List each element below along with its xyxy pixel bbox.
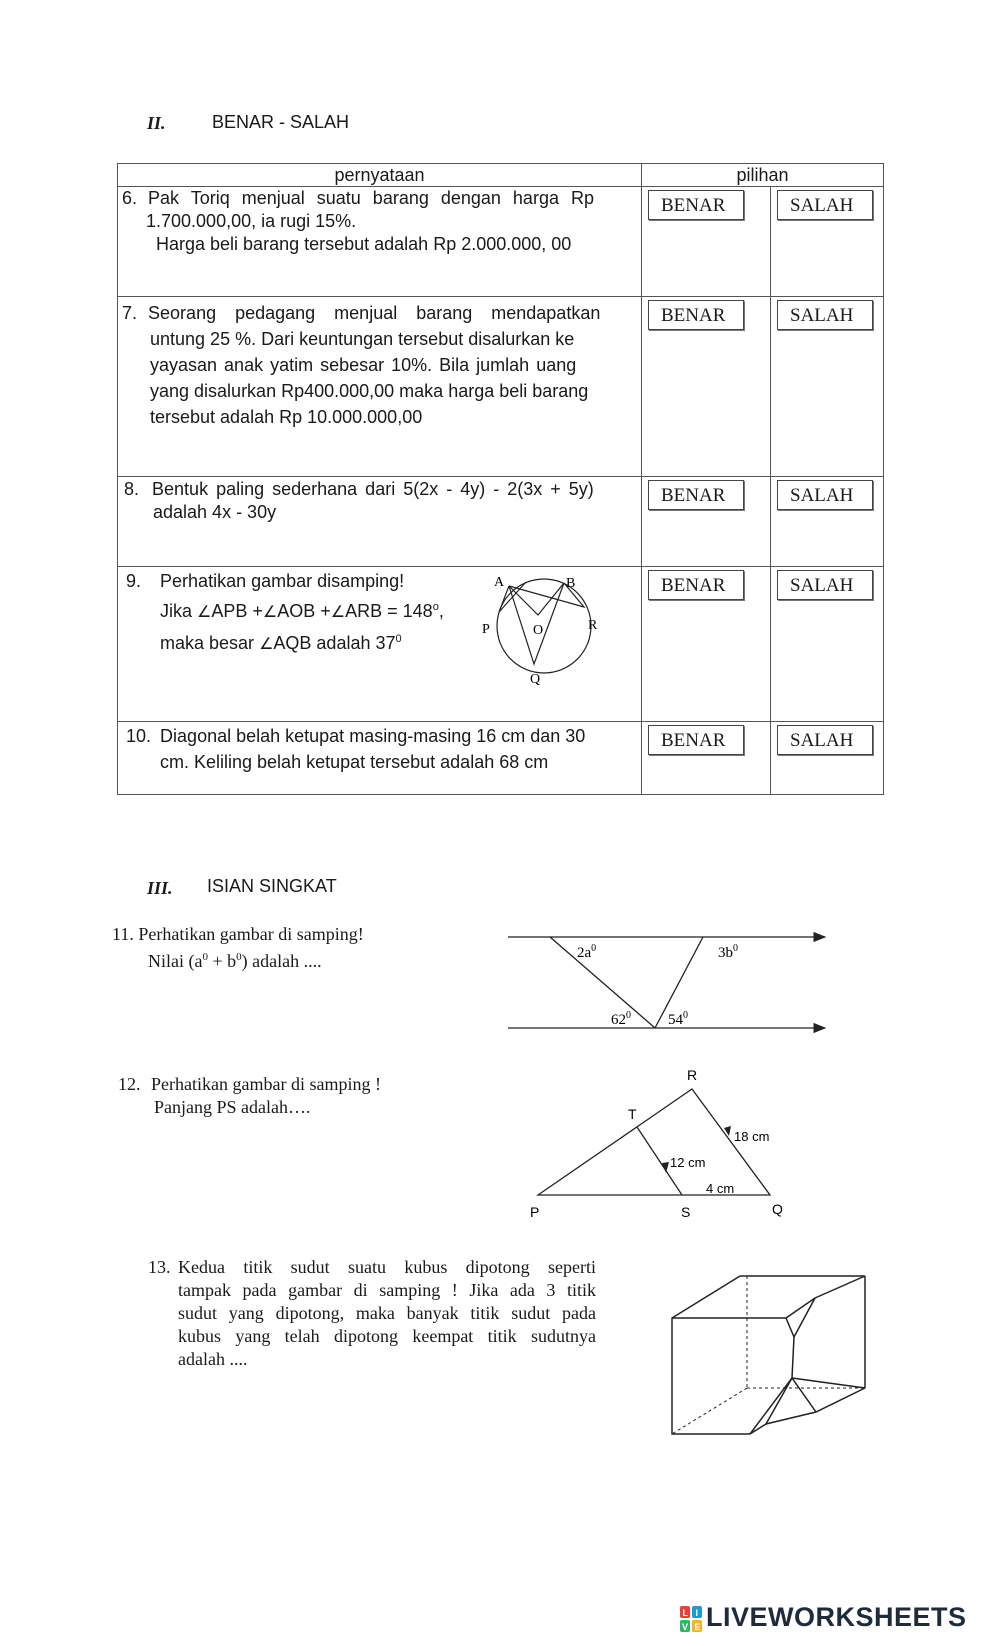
q9-maka: maka besar xyxy=(160,633,255,653)
q11-line: 11. Perhatikan gambar di samping! xyxy=(112,924,364,944)
q9-line: Perhatikan gambar disamping! xyxy=(160,571,405,591)
svg-text:L: L xyxy=(682,1608,688,1618)
angle-icon: ∠ xyxy=(259,636,274,653)
visible-edges xyxy=(672,1276,865,1434)
q9-aqb: AQB adalah 37 xyxy=(273,633,396,653)
header-statement: pernyataan xyxy=(118,164,642,187)
q10-salah-button[interactable]: SALAH xyxy=(777,725,873,755)
q12-line: Perhatikan gambar di samping ! xyxy=(151,1074,381,1094)
q10-benar-button[interactable]: BENAR xyxy=(648,725,744,755)
q6-line: 1.700.000,00, ia rugi 15%. xyxy=(146,211,357,231)
label-18cm: 18 cm xyxy=(734,1129,770,1144)
label-p: P xyxy=(482,622,490,637)
table-row xyxy=(118,297,884,477)
label-12cm: 12 cm xyxy=(670,1155,706,1170)
q11-sup: 0 xyxy=(236,951,242,963)
circle-figure xyxy=(478,569,618,689)
q11-nilai-part: Nilai (a xyxy=(148,951,203,971)
q12-line: Panjang PS adalah…. xyxy=(154,1097,311,1117)
label-s: S xyxy=(681,1204,691,1220)
svg-text:V: V xyxy=(682,1622,689,1632)
label-2a: $2a^0$ xyxy=(577,943,597,961)
q7-text xyxy=(122,300,633,430)
q9-degree: o xyxy=(432,601,439,613)
q11-nilai-part: ) adalah .... xyxy=(241,951,322,971)
q10-line: cm. Keliling belah ketupat tersebut adalah 68 cm xyxy=(160,752,549,772)
label-a: A xyxy=(494,575,505,590)
header-choice: pilihan xyxy=(642,164,884,187)
q7-line: yayasan anak yatim sebesar 10%. Bila jumlah uang xyxy=(150,355,577,375)
q8-text xyxy=(122,478,633,524)
svg-text:I: I xyxy=(695,1608,699,1618)
q8-number: 8. xyxy=(124,479,140,499)
q8-benar-button[interactable]: BENAR xyxy=(648,480,744,510)
q7-line: untung 25 %. Dari keuntungan tersebut disalurkan ke xyxy=(150,329,575,349)
q10-text xyxy=(126,723,633,775)
label-b: B xyxy=(566,576,576,591)
q13-line: sudut yang dipotong, maka banyak titik sudut pada xyxy=(178,1303,596,1323)
label-q: Q xyxy=(772,1201,783,1217)
liveworksheets-wordmark: LIVEWORKSHEETS xyxy=(706,1602,967,1632)
q13-line: Kedua titik sudut suatu kubus dipotong seperti xyxy=(178,1257,596,1277)
q8-line: adalah 4x - 30y xyxy=(153,502,277,522)
q13-text xyxy=(148,1256,596,1371)
section-2-title: BENAR - SALAH xyxy=(212,112,350,132)
table-row xyxy=(118,187,884,297)
q7-line: yang disalurkan Rp400.000,00 maka harga beli barang xyxy=(150,381,589,401)
q9-aob: AOB + xyxy=(277,601,331,621)
q6-line: Harga beli barang tersebut adalah Rp 2.000.000, 00 xyxy=(156,234,572,254)
parallel-lines-figure xyxy=(505,925,835,1035)
q6-number: 6. xyxy=(122,188,138,208)
liveworksheets-badge-icon xyxy=(680,1606,702,1632)
q13-number: 13. xyxy=(148,1257,171,1277)
q10-line: Diagonal belah ketupat masing-masing 16 cm dan 30 xyxy=(160,726,586,746)
label-r: R xyxy=(687,1067,698,1083)
q7-line: tersebut adalah Rp 10.000.000,00 xyxy=(150,407,423,427)
angle-icon: ∠ xyxy=(197,604,212,621)
q9-arb: ARB = 148 xyxy=(345,601,433,621)
q6-salah-button[interactable]: SALAH xyxy=(777,190,873,220)
q9-salah-button[interactable]: SALAH xyxy=(777,570,873,600)
q7-benar-button[interactable]: BENAR xyxy=(648,300,744,330)
q9-degree: 0 xyxy=(395,633,402,645)
q9-jika: Jika xyxy=(160,601,193,621)
label-62: $62^0$ xyxy=(611,1010,631,1028)
q6-benar-button[interactable]: BENAR xyxy=(648,190,744,220)
q7-line: Seorang pedagang menjual barang mendapatkan xyxy=(148,303,601,323)
true-false-table xyxy=(117,163,884,795)
table-row xyxy=(118,477,884,567)
svg-text:E: E xyxy=(694,1622,701,1632)
q7-salah-button[interactable]: SALAH xyxy=(777,300,873,330)
label-3b: $3b^0$ xyxy=(718,943,738,961)
section-3-title: ISIAN SINGKAT xyxy=(207,876,337,896)
q12-number: 12. xyxy=(118,1074,141,1094)
triangle-figure xyxy=(520,1062,790,1222)
section-3-number: III. xyxy=(147,878,173,898)
q7-number: 7. xyxy=(122,303,138,323)
q9-apb: APB + xyxy=(211,601,263,621)
q6-line: Pak Toriq menjual suatu barang dengan harga Rp xyxy=(148,188,594,208)
section-2-number: II. xyxy=(147,113,166,133)
q9-number: 9. xyxy=(126,571,142,591)
table-row xyxy=(118,567,884,722)
q11-sup: 0 xyxy=(202,951,208,963)
q13-line: adalah .... xyxy=(178,1349,248,1369)
label-q: Q xyxy=(530,672,541,687)
q9-benar-button[interactable]: BENAR xyxy=(648,570,744,600)
label-4cm: 4 cm xyxy=(706,1181,735,1196)
q10-number: 10. xyxy=(126,726,152,746)
liveworksheets-logo xyxy=(680,1600,980,1638)
angle-icon: ∠ xyxy=(262,604,278,621)
q11-nilai xyxy=(112,946,364,973)
q11-nilai-part: + b xyxy=(207,951,237,971)
q8-line: Bentuk paling sederhana dari 5(2x - 4y) - 2(3x + 5y) xyxy=(152,479,594,499)
label-r: R xyxy=(588,618,598,633)
transversal-left xyxy=(550,937,655,1028)
label-54: $54^0$ xyxy=(668,1010,688,1028)
table-row xyxy=(118,722,884,795)
q11-text xyxy=(112,923,364,973)
q8-salah-button[interactable]: SALAH xyxy=(777,480,873,510)
label-o: O xyxy=(533,623,544,638)
angle-icon: ∠ xyxy=(330,604,346,621)
label-t: T xyxy=(628,1106,637,1122)
q13-line: kubus yang telah dipotong keempat titik sudutnya xyxy=(178,1326,596,1346)
q13-line: tampak pada gambar di samping ! Jika ada 3 titik xyxy=(178,1280,596,1300)
q9-comma: , xyxy=(438,601,444,621)
truncated-cube-figure xyxy=(670,1272,880,1448)
label-p: P xyxy=(530,1204,540,1220)
q12-text xyxy=(118,1073,381,1119)
q6-text xyxy=(122,187,633,256)
